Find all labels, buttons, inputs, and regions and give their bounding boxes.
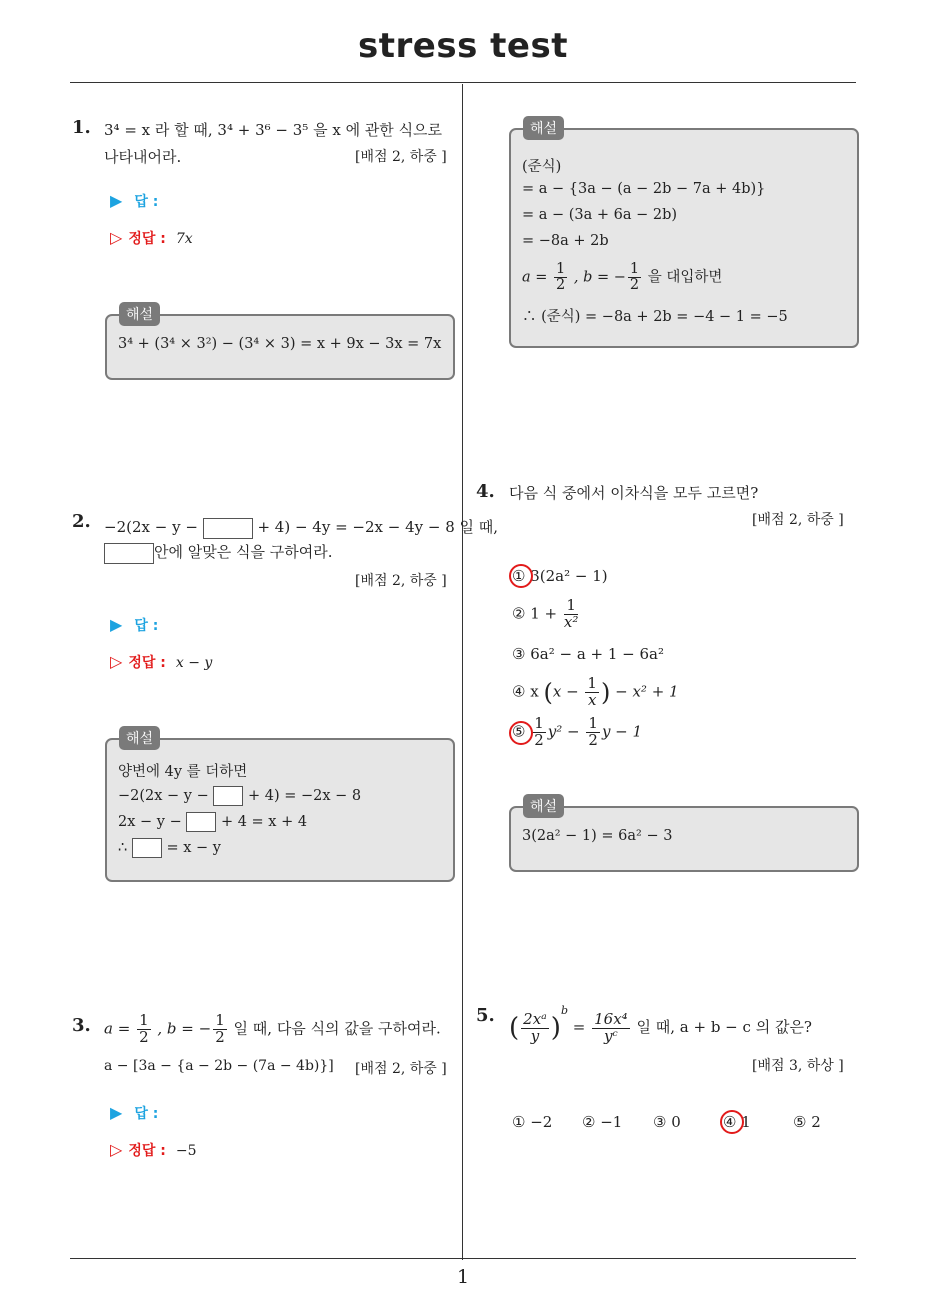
header-rule (70, 82, 856, 83)
frac-numerator: 1 (139, 1011, 149, 1029)
q2-correct-value: x − y (175, 655, 213, 671)
q4-explanation-text: 3(2a² − 1) = 6a² − 3 (522, 828, 673, 844)
q2-expl-line3-a: 2x − y − (118, 814, 182, 830)
left-paren: ( (543, 678, 553, 707)
q2-line1-part-b: + 4) − 4y = −2x − 4y − 8 일 때, (257, 518, 499, 536)
fraction-half (586, 716, 600, 749)
q4-option-2-text: ② 1 + (512, 604, 558, 623)
q4-option-3[interactable]: ③ 6a² − a + 1 − 6a² (512, 645, 665, 663)
q2-expl-line3-b: + 4 = x + 4 (220, 814, 308, 830)
right-paren: ) (600, 678, 611, 707)
q2-text-line1 (104, 516, 498, 539)
q5-option-3[interactable]: ③ 0 (653, 1113, 681, 1131)
left-paren: ( (509, 1013, 520, 1043)
correct-label: 정답 : (128, 655, 166, 671)
equals-sign: = (572, 1018, 586, 1036)
question-number-1: 1. (72, 117, 91, 138)
frac-numerator: 1 (534, 714, 544, 732)
q5-option-2[interactable]: ② −1 (582, 1113, 623, 1131)
correct-label: 정답 : (128, 231, 166, 247)
q2-blank-box (104, 543, 154, 564)
column-divider (462, 84, 463, 1260)
q4-option-1[interactable]: ① 3(2a² − 1) (512, 567, 608, 585)
q2-blank-box (213, 786, 243, 806)
q3-expl-line4: = −8a + 2b (522, 233, 609, 249)
frac-numerator: 1 (215, 1011, 225, 1029)
outline-arrow-icon: ▷ (110, 652, 123, 671)
q1-explanation-tag: 해설 (119, 302, 160, 326)
q2-score-meta: [배점 2, 하중 ] (355, 573, 447, 589)
q3-score-meta: [배점 2, 하중 ] (355, 1061, 447, 1077)
frac-denominator: 2 (629, 277, 640, 294)
q3-expl-line2: = a − {3a − (a − 2b − 7a + 4b)} (522, 181, 766, 197)
q3-answer-row (110, 1103, 158, 1123)
q4-option-4-text: ④ x (512, 682, 539, 701)
q5-score-meta: [배점 3, 하상 ] (752, 1058, 844, 1074)
question-number-5: 5. (476, 1005, 495, 1026)
frac-numerator: 1 (587, 674, 597, 692)
q1-explanation-text: 3⁴ + (3⁴ × 3²) − (3⁴ × 3) = x + 9x − 3x = 7x (118, 336, 442, 352)
outline-arrow-icon: ▷ (110, 1140, 123, 1159)
q2-expl-line3 (118, 812, 307, 832)
frac-denominator: x² (563, 612, 579, 631)
q5-option-5[interactable]: ⑤ 2 (793, 1113, 821, 1131)
q1-answer-row (110, 191, 158, 211)
frac-numerator: 16x⁴ (594, 1009, 628, 1028)
answer-label: 답 : (134, 618, 159, 634)
frac-numerator: 1 (564, 598, 578, 615)
fraction-one-over-x (585, 676, 599, 709)
q4-option-2[interactable] (512, 598, 580, 631)
q5-rhs-fraction (592, 1009, 630, 1045)
q4-option-4[interactable] (512, 676, 679, 709)
correct-label: 정답 : (128, 1143, 166, 1159)
q3-explanation-tag: 해설 (523, 116, 564, 140)
q5-option-1[interactable]: ① −2 (512, 1113, 553, 1131)
q1-correct-row (110, 228, 193, 248)
q2-blank-box (186, 812, 216, 832)
q2-correct-row (110, 652, 212, 672)
q3-expl-line6: ∴ (준식) = −8a + 2b = −4 − 1 = −5 (522, 309, 788, 325)
play-arrow-icon: ▶ (110, 615, 123, 634)
q1-score-meta: [배점 2, 하중 ] (355, 149, 447, 165)
q2-expl-line2-a: −2(2x − y − (118, 788, 209, 804)
question-number-4: 4. (476, 481, 495, 502)
frac-numerator: 2xᵃ (523, 1009, 547, 1028)
fraction-half (532, 716, 546, 749)
q1-text-line2: 나타내어라. (104, 148, 182, 166)
fraction-half (213, 1013, 227, 1046)
q4-option-5-a: y² − (547, 722, 580, 741)
q4-option-5-text: ⑤ (512, 722, 526, 741)
fraction-half (137, 1013, 151, 1046)
q4-explanation-tag: 해설 (523, 794, 564, 818)
frac-numerator: 1 (588, 714, 598, 732)
q2-line1-part-a: −2(2x − y − (104, 518, 198, 536)
fraction-half (628, 262, 641, 293)
question-number-2: 2. (72, 511, 91, 532)
q3-expl-line5 (522, 262, 722, 293)
q5-text (509, 1004, 812, 1044)
q4-option-4-inner: x − (552, 682, 579, 701)
page-number: 1 (456, 1266, 470, 1288)
q4-score-meta: [배점 2, 하중 ] (752, 512, 844, 528)
q3-a-lhs: a = (104, 1019, 131, 1038)
frac-denominator: 2 (534, 730, 544, 749)
q3-b-lhs: , b = − (157, 1019, 212, 1038)
frac-denominator: yᶜ (604, 1026, 618, 1045)
q1-text-line1: 3⁴ = x 라 할 때, 3⁴ + 3⁶ − 3⁵ 을 x 에 관한 식으로 (104, 121, 443, 139)
frac-denominator: 2 (556, 277, 566, 294)
q3-text-line1 (104, 1013, 441, 1046)
q3-expl-a: a = (522, 269, 548, 286)
q4-option-4-tail: − x² + 1 (615, 682, 679, 701)
q2-expl-line2-b: + 4) = −2x − 8 (247, 788, 362, 804)
q5-lhs-fraction (521, 1009, 549, 1045)
play-arrow-icon: ▶ (110, 1103, 123, 1122)
frac-numerator: 1 (556, 261, 566, 277)
frac-denominator: 2 (215, 1027, 225, 1046)
question-number-3: 3. (72, 1015, 91, 1036)
footer-rule (70, 1258, 856, 1259)
right-paren: ) (550, 1013, 561, 1043)
selected-mark-circle (720, 1110, 744, 1134)
q3-tail-text: 일 때, 다음 식의 값을 구하여라. (233, 1019, 441, 1038)
fraction-half (554, 262, 567, 293)
play-arrow-icon: ▶ (110, 191, 123, 210)
q2-expl-line4 (118, 838, 221, 858)
q3-expression: a − [3a − {a − 2b − (7a − 4b)}] (104, 1058, 334, 1074)
therefore-symbol: ∴ (118, 840, 128, 856)
q5-option-4[interactable]: ④ 1 (723, 1113, 751, 1131)
q4-text: 다음 식 중에서 이차식을 모두 고르면? (509, 484, 759, 502)
frac-denominator: x (587, 690, 597, 709)
answer-label: 답 : (134, 194, 159, 210)
q2-explanation-tag: 해설 (119, 726, 160, 750)
frac-denominator: y (530, 1026, 540, 1045)
q2-answer-row (110, 615, 158, 635)
fraction-one-over-x-squared (564, 598, 578, 631)
q3-correct-value: −5 (175, 1143, 197, 1159)
q3-expl-b: , b = − (573, 269, 626, 286)
answer-label: 답 : (134, 1106, 159, 1122)
q2-blank-box (203, 518, 253, 539)
q5-exponent: b (560, 1004, 568, 1017)
page-title: stress test (358, 26, 568, 66)
q2-expl-line2 (118, 786, 361, 806)
q2-text-line2 (104, 541, 332, 564)
q4-option-5-b: y − 1 (601, 722, 643, 741)
q2-blank-box (132, 838, 162, 858)
selected-mark-circle (509, 564, 533, 588)
q3-correct-row (110, 1140, 196, 1160)
frac-denominator: 2 (139, 1027, 149, 1046)
q3-expl-line3: = a − (3a + 6a − 2b) (522, 207, 678, 223)
q2-expl-line4-b: = x − y (166, 840, 221, 856)
selected-mark-circle (509, 721, 533, 745)
q5-tail-text: 일 때, a + b − c 의 값은? (636, 1018, 812, 1036)
frac-denominator: 2 (588, 730, 598, 749)
q2-expl-line1: 양변에 4y 를 더하면 (118, 764, 248, 780)
q3-expl-line1: (준식) (522, 159, 562, 175)
outline-arrow-icon: ▷ (110, 228, 123, 247)
q1-correct-value: 7x (175, 231, 193, 247)
q3-expl-substitute: 을 대입하면 (647, 269, 723, 286)
q2-line2-text: 안에 알맞은 식을 구하여라. (154, 543, 333, 561)
frac-numerator: 1 (629, 261, 640, 277)
